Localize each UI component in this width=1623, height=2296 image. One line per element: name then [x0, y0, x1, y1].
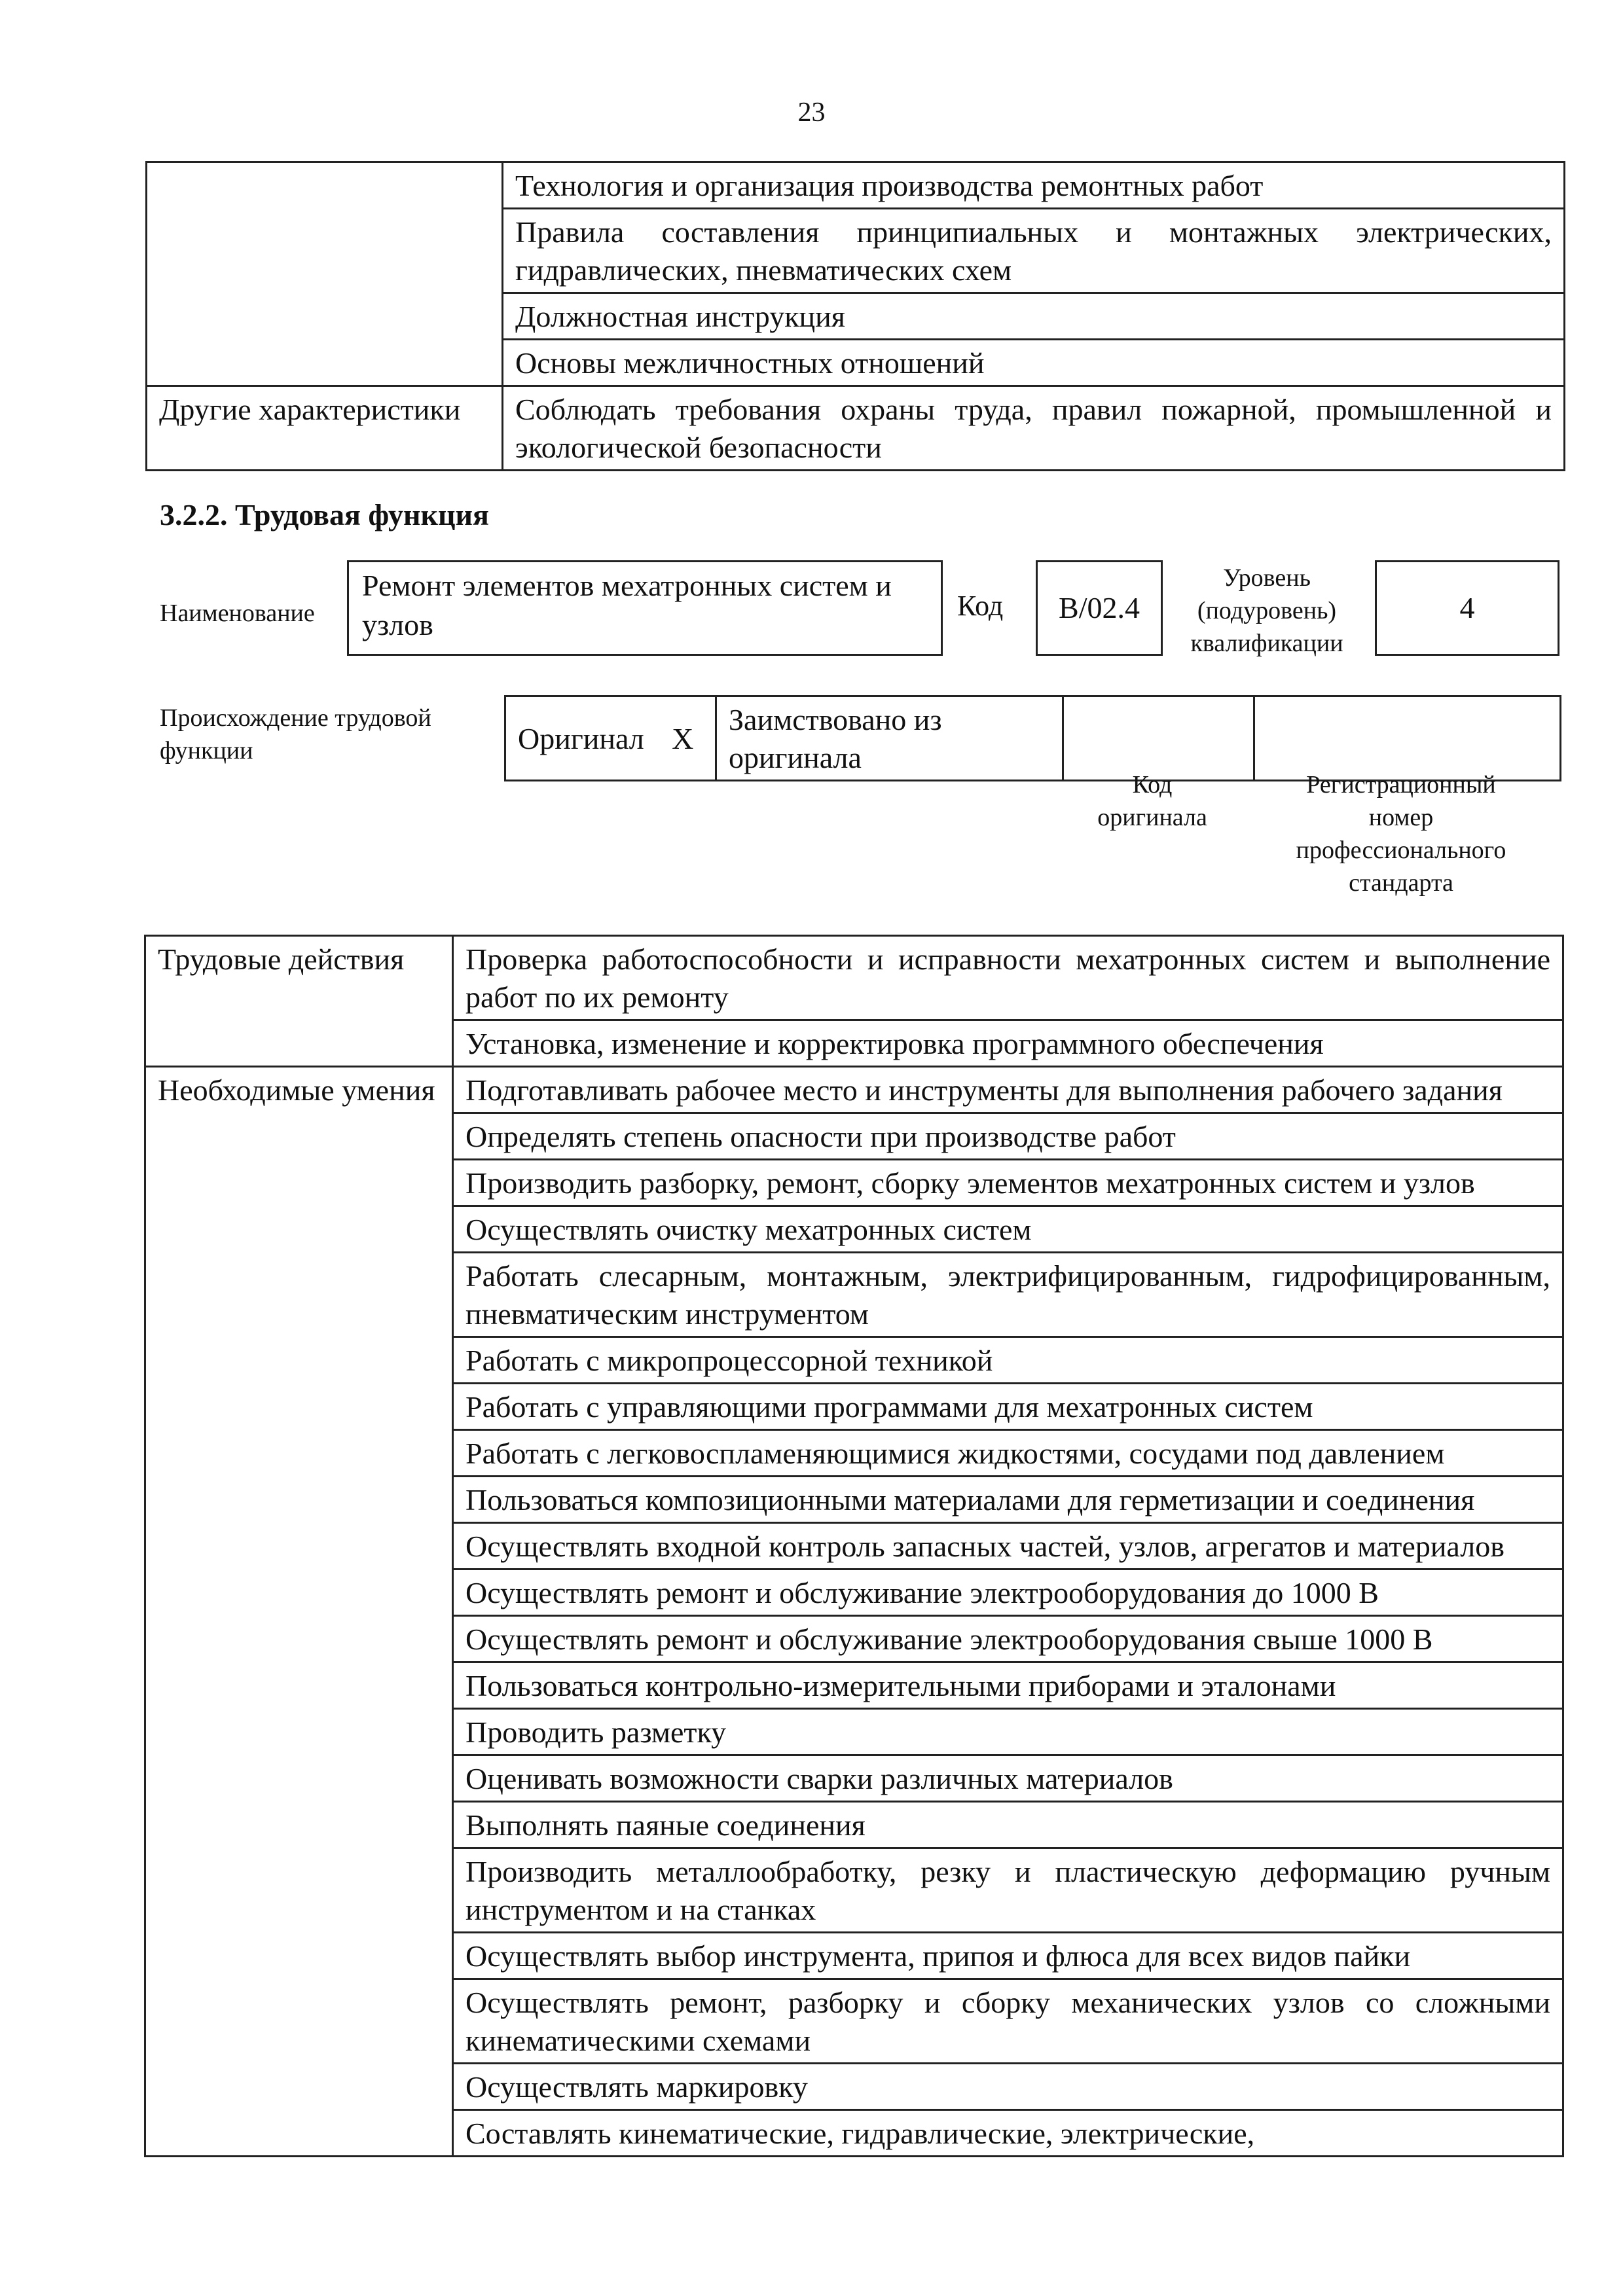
knowledge-item: Должностная инструкция: [503, 293, 1565, 340]
table-row: [147, 386, 1565, 471]
section-title: 3.2.2. Трудовая функция: [160, 498, 489, 531]
function-name-box: Ремонт элементов мехатронных систем и узлов: [347, 560, 943, 656]
code-label: Код: [957, 590, 1004, 622]
skill-item: Пользоваться контрольно-измерительными приборами и эталонами: [453, 1662, 1563, 1709]
labor-action-item: Установка, изменение и корректировка программного обеспечения: [453, 1020, 1563, 1067]
original-mark: X: [651, 696, 716, 781]
table-row: [145, 936, 1563, 1020]
skill-item: Оценивать возможности сварки различных материалов: [453, 1755, 1563, 1802]
table-row: [145, 1067, 1563, 1113]
skill-item: Производить разборку, ремонт, сборку элементов мехатронных систем и узлов: [453, 1160, 1563, 1206]
labor-function-table: [144, 935, 1564, 2157]
code-value-box: В/02.4: [1036, 560, 1163, 656]
skill-item: Определять степень опасности при производстве работ: [453, 1113, 1563, 1160]
skill-item: Подготавливать рабочее место и инструменты для выполнения рабочего задания: [453, 1067, 1563, 1113]
page-number: 23: [797, 98, 826, 128]
other-characteristics-label: Другие характеристики: [147, 386, 503, 471]
table-row: [147, 162, 1565, 209]
skill-item: Работать с микропроцессорной техникой: [453, 1337, 1563, 1384]
skill-item: Пользоваться композиционными материалами для герметизации и соединения: [453, 1477, 1563, 1523]
skill-item: Работать с управляющими программами для мехатронных систем: [453, 1384, 1563, 1430]
skill-item: Проводить разметку: [453, 1709, 1563, 1755]
qualification-level-label: Уровень (подуровень) квалификации: [1190, 564, 1343, 657]
required-skills-label: Необходимые умения: [145, 1067, 453, 2157]
skill-item: Составлять кинематические, гидравлические, электрические,: [453, 2110, 1563, 2157]
knowledge-table: [145, 161, 1565, 471]
registration-number-caption: Регистрационный номер профессионального стандарта: [1296, 771, 1506, 897]
original-label: Оригинал: [505, 696, 651, 781]
knowledge-item: Технология и организация производства ремонтных работ: [503, 162, 1565, 209]
skill-item: Осуществлять ремонт и обслуживание электрооборудования до 1000 В: [453, 1570, 1563, 1616]
skill-item: Производить металлообработку, резку и пластическую деформацию ручным инструментом и на станках: [453, 1848, 1563, 1933]
labor-action-item: Проверка работоспособности и исправности мехатронных систем и выполнение работ по их ремонту: [453, 936, 1563, 1020]
other-characteristics-text: Соблюдать требования охраны труда, правил пожарной, промышленной и экологической безопасности: [503, 386, 1565, 471]
skill-item: Осуществлять очистку мехатронных систем: [453, 1206, 1563, 1253]
skill-item: Выполнять паяные соединения: [453, 1802, 1563, 1848]
skill-item: Осуществлять входной контроль запасных частей, узлов, агрегатов и материалов: [453, 1523, 1563, 1570]
knowledge-item: Правила составления принципиальных и монтажных электрических, гидравлических, пневматических схем: [503, 209, 1565, 293]
skill-item: Осуществлять выбор инструмента, припоя и флюса для всех видов пайки: [453, 1933, 1563, 1979]
original-code-caption: Код оригинала: [1097, 771, 1207, 831]
skill-item: Осуществлять маркировку: [453, 2064, 1563, 2110]
labor-actions-label: Трудовые действия: [145, 936, 453, 1067]
skill-item: Работать слесарным, монтажным, электрифицированным, гидрофицированным, пневматическим инструментом: [453, 1253, 1563, 1337]
qualification-level-box: 4: [1375, 560, 1559, 656]
empty-label-cell: [147, 162, 503, 386]
name-label: Наименование: [160, 600, 315, 627]
skill-item: Осуществлять ремонт, разборку и сборку механических узлов со сложными кинематическими схемами: [453, 1979, 1563, 2064]
origin-label: Происхождение трудовой функции: [160, 704, 431, 764]
skill-item: Работать с легковоспламеняющимися жидкостями, сосудами под давлением: [453, 1430, 1563, 1477]
knowledge-item: Основы межличностных отношений: [503, 340, 1565, 386]
skill-item: Осуществлять ремонт и обслуживание электрооборудования свыше 1000 В: [453, 1616, 1563, 1662]
borrowed-label: Заимствовано из оригинала: [716, 696, 1063, 781]
